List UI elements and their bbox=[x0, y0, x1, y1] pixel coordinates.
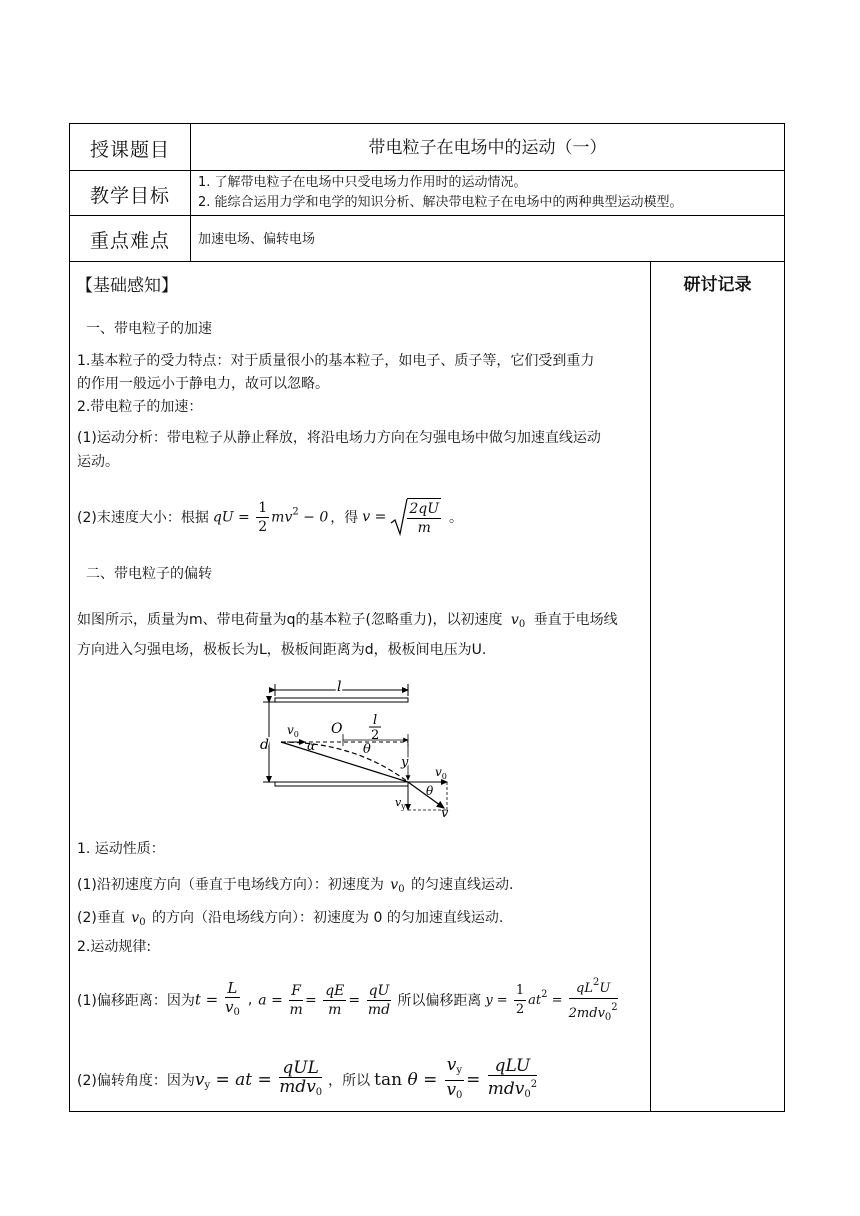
label-v: v bbox=[441, 806, 449, 818]
label-d: d bbox=[260, 737, 269, 753]
formula-text: (2)末速度大小：根据 bbox=[77, 510, 209, 526]
key-label: 重点难点 bbox=[90, 230, 171, 252]
label-l: l bbox=[337, 679, 342, 695]
paragraph: 方向进入匀强电场，极板长为L，极板间距离为d，极板间电压为U. bbox=[77, 642, 487, 658]
paragraph: 1.基本粒子的受力特点：对于质量很小的基本粒子，如电子、质子等，它们受到重力 bbox=[77, 353, 595, 369]
label-l-half-den: 2 bbox=[371, 728, 380, 743]
formula-velocity: v = $\frac{2qU}{m}$ bbox=[362, 497, 443, 537]
section-title: 【基础感知】 bbox=[76, 276, 178, 296]
formula-time: t = $\frac{L}{v_0}$ bbox=[194, 978, 240, 1018]
paragraph-text: 的方向（沿电场线方向）：初速度为 0 的匀加速直线运动. bbox=[152, 910, 504, 926]
bottom-plate bbox=[275, 782, 408, 786]
subject-label: 授课题目 bbox=[90, 139, 171, 161]
paragraph: 2.运动规律: bbox=[77, 939, 152, 955]
paragraph: (1)运动分析：带电粒子从静止释放，将沿电场力方向在匀强电场中做匀加速直线运动 bbox=[77, 430, 601, 446]
formula-vy: $v_y$ = at = $\frac{\text{qUL}}{mdv_0}$ bbox=[194, 1057, 323, 1098]
part-heading: 二、带电粒子的偏转 bbox=[86, 566, 212, 582]
paragraph bbox=[77, 907, 503, 928]
formula-line bbox=[77, 495, 463, 539]
formula-text: 所以偏移距离 bbox=[397, 993, 482, 1009]
goal-label: 教学目标 bbox=[90, 185, 171, 207]
label-y: y bbox=[401, 755, 409, 770]
formula-text: ，所以 bbox=[328, 1073, 371, 1089]
label-theta-exit: θ bbox=[426, 784, 434, 798]
paragraph bbox=[77, 609, 618, 630]
sqrt-sign-icon bbox=[390, 497, 408, 537]
table-divider bbox=[69, 215, 784, 216]
formula-displacement: y = $\frac{1}{2}$ $at^2$ = $\frac{qL^2U}{2mdv_0^2}$ bbox=[485, 974, 619, 1027]
table-divider bbox=[69, 261, 784, 262]
goal-item: 2. 能综合运用力学和电学的知识分析、解决带电粒子在电场中的两种典型运动模型。 bbox=[198, 195, 683, 210]
table-divider bbox=[650, 261, 651, 1111]
label-theta-center: θ bbox=[363, 742, 371, 757]
goal-item: 1. 了解带电粒子在电场中只受电场力作用时的运动情况。 bbox=[198, 175, 527, 190]
table-border-top bbox=[69, 123, 784, 124]
label-v0-entry: $v_0$ bbox=[287, 723, 299, 739]
table-border-left bbox=[69, 123, 70, 1112]
paragraph-text: 如图所示，质量为m、带电荷量为q的基本粒子(忽略重力)，以初速度 bbox=[77, 612, 503, 628]
subject-title: 带电粒子在电场中的运动（一） bbox=[368, 138, 607, 158]
formula-text: ，得 bbox=[330, 510, 359, 526]
symbol-v0: $v_0$ bbox=[390, 877, 405, 895]
paragraph-text: 垂直于电场线 bbox=[533, 612, 618, 628]
formula-text: (1)偏移距离：因为 bbox=[77, 993, 195, 1009]
paragraph: 运动。 bbox=[77, 454, 119, 470]
paragraph-text: (2)垂直 bbox=[77, 910, 125, 926]
label-alpha: α bbox=[307, 739, 316, 753]
deflection-diagram bbox=[255, 678, 465, 818]
table-border-right bbox=[784, 123, 785, 1112]
paragraph: 2.带电粒子的加速： bbox=[77, 399, 203, 415]
paragraph-text: 的匀速直线运动. bbox=[411, 877, 514, 893]
formula-acceleration: a = $\frac{F}{m}$ = $\frac{qE}{m}$ = $\frac{qU}{md}$ bbox=[258, 982, 391, 1018]
table-border-bottom bbox=[69, 1111, 784, 1112]
paragraph bbox=[77, 874, 514, 895]
label-vy: $v_y$ bbox=[395, 796, 406, 811]
label-l-half-num: l bbox=[373, 713, 378, 728]
deflection-line bbox=[281, 742, 408, 782]
paragraph-text: (1)沿初速度方向（垂直于电场线方向）：初速度为 bbox=[77, 877, 384, 893]
label-origin: O bbox=[331, 721, 343, 737]
symbol-v0: $v_0$ bbox=[131, 910, 146, 928]
paragraph: 1. 运动性质： bbox=[77, 841, 165, 857]
part-heading: 一、带电粒子的加速 bbox=[86, 321, 212, 337]
formula-line: (1)偏移距离：因为 t = $\frac{L}{v_0}$ , a = $\frac{F}{m}$ = $\frac{qE}{m}$ = $\frac{qU}{md}$ 所以偏移距离 y = $\frac{1}{2}$ $at^2$ = $\frac{qL^2U}{2mdv_0^2}$ bbox=[77, 974, 620, 1026]
formula-tan-theta: tan θ = $\frac{v_y}{v_0}$ = $\frac{\text{qLU}}{mdv_0^2}$ bbox=[374, 1054, 538, 1101]
top-plate bbox=[275, 698, 408, 702]
formula-text: 。 bbox=[449, 510, 464, 526]
formula-text: (2)偏转角度：因为 bbox=[77, 1073, 195, 1089]
notes-column-title: 研讨记录 bbox=[683, 275, 752, 295]
paragraph: 的作用一般远小于静电力，故可以忽略。 bbox=[77, 376, 329, 392]
formula-energy: qU = $\frac{1}{2}$ $mv^2 - 0$ bbox=[212, 499, 329, 535]
table-divider bbox=[69, 170, 784, 171]
label-v0-exit: $v_0$ bbox=[435, 765, 447, 781]
symbol-v0: $v_0$ bbox=[510, 612, 526, 630]
key-points: 加速电场、偏转电场 bbox=[198, 232, 316, 247]
formula-line bbox=[77, 1052, 539, 1108]
